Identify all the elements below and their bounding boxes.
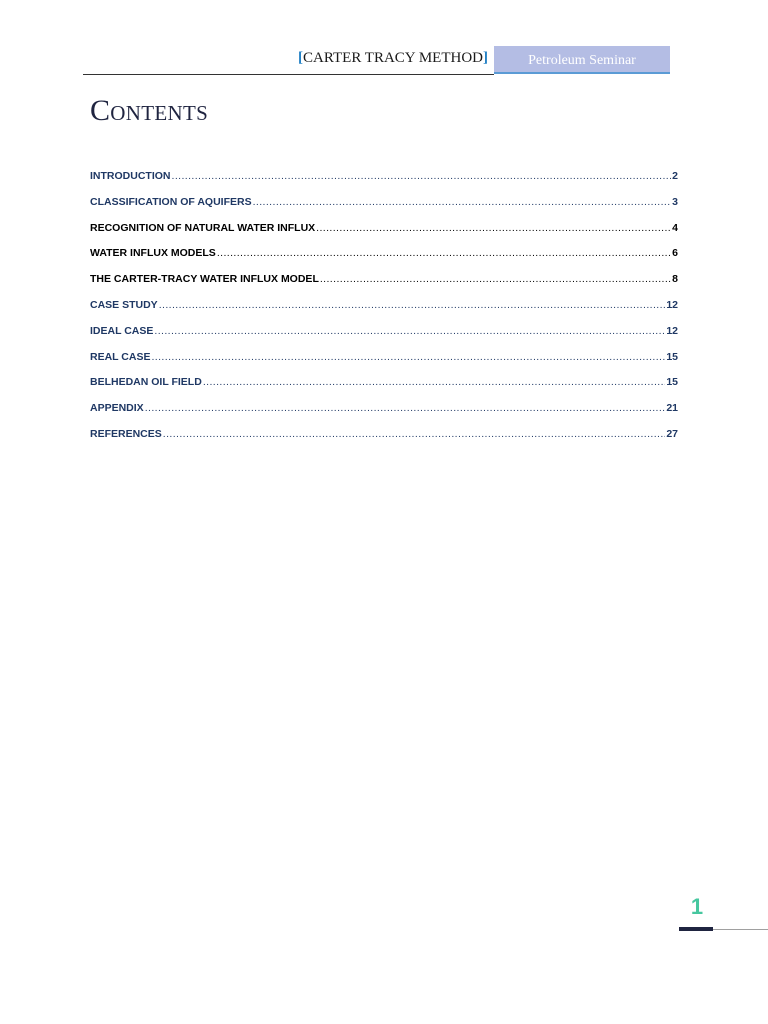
toc-entry-page: 2	[672, 170, 678, 182]
toc-entry-page: 12	[666, 324, 678, 337]
header-title	[260, 50, 488, 67]
toc-leader-dots	[253, 196, 672, 208]
toc-entry-label: APPENDIX	[90, 402, 144, 415]
toc-entry-page: 27	[666, 427, 678, 440]
toc-entry-label: IDEAL CASE	[90, 324, 154, 337]
toc-entry-references[interactable]	[90, 428, 678, 454]
toc-entry-real-case[interactable]	[90, 351, 678, 377]
header-open-bracket: [	[298, 50, 304, 66]
toc-entry-ideal-case[interactable]	[90, 325, 678, 351]
toc-entry-belhedan-oil-field[interactable]	[90, 376, 678, 402]
toc-entry-carter-tracy-model[interactable]	[90, 273, 678, 299]
table-of-contents	[90, 170, 678, 454]
toc-leader-dots	[203, 376, 666, 388]
toc-entry-label: WATER INFLUX MODELS	[90, 247, 216, 260]
header-close-bracket: ]	[483, 50, 488, 66]
toc-leader-dots	[217, 247, 671, 259]
toc-leader-dots	[163, 428, 666, 440]
toc-leader-dots	[320, 273, 671, 285]
toc-entry-water-influx-models[interactable]	[90, 247, 678, 273]
toc-entry-label: CLASSIFICATION OF AQUIFERS	[90, 195, 252, 208]
toc-leader-dots	[145, 402, 666, 414]
toc-entry-page: 15	[666, 350, 678, 363]
header-rule	[83, 74, 494, 75]
toc-entry-appendix[interactable]	[90, 402, 678, 428]
header-title-text: CARTER TRACY METHOD	[303, 50, 483, 66]
page-number-bar	[679, 927, 713, 931]
toc-entry-classification-of-aquifers[interactable]	[90, 196, 678, 222]
toc-entry-label: RECOGNITION OF NATURAL WATER INFLUX	[90, 221, 316, 234]
toc-entry-label: INTRODUCTION	[90, 170, 171, 182]
page-title: Contents	[90, 94, 209, 127]
toc-entry-label: REAL CASE	[90, 350, 151, 363]
toc-entry-recognition-of-natural-water-influx[interactable]	[90, 222, 678, 248]
toc-entry-case-study[interactable]	[90, 299, 678, 325]
toc-entry-page: 6	[672, 247, 678, 260]
toc-leader-dots	[154, 325, 665, 337]
toc-entry-label: BELHEDAN OIL FIELD	[90, 376, 202, 389]
header-tag: Petroleum Seminar	[494, 46, 670, 74]
toc-leader-dots	[159, 299, 666, 311]
toc-entry-label: REFERENCES	[90, 427, 162, 440]
toc-leader-dots	[151, 351, 665, 363]
toc-entry-page: 3	[672, 195, 678, 208]
toc-entry-page: 21	[666, 402, 678, 415]
toc-entry-label: THE CARTER-TRACY WATER INFLUX MODEL	[90, 273, 319, 286]
toc-entry-page: 8	[672, 273, 678, 286]
toc-leader-dots	[316, 222, 671, 234]
toc-entry-page: 12	[666, 298, 678, 311]
page-number: 1	[690, 894, 704, 919]
toc-entry-introduction[interactable]	[90, 170, 678, 196]
toc-leader-dots	[172, 170, 672, 182]
toc-entry-label: CASE STUDY	[90, 298, 158, 311]
toc-entry-page: 4	[672, 221, 678, 234]
toc-entry-page: 15	[666, 376, 678, 389]
page-number-rule	[713, 929, 768, 930]
